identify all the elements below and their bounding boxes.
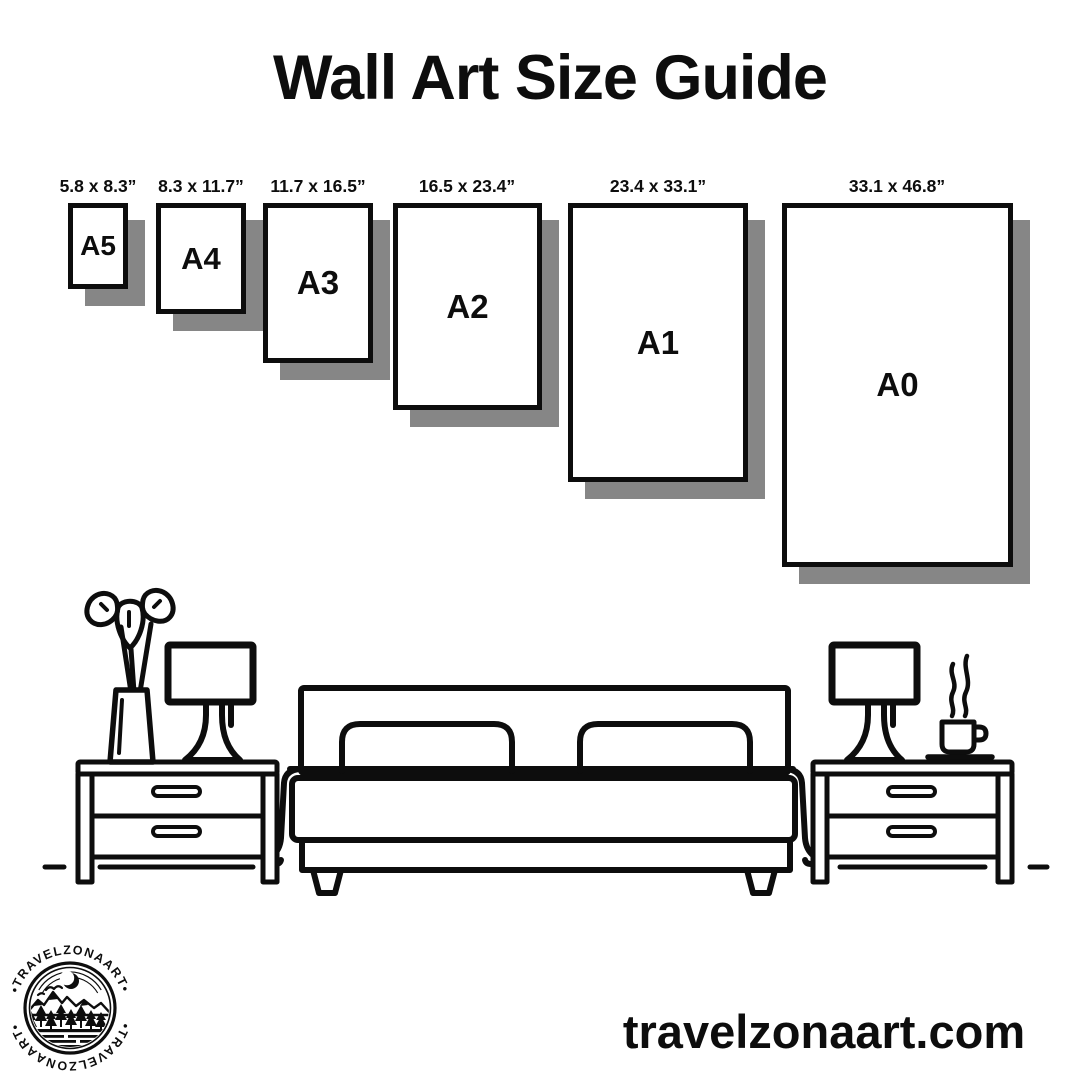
paper-code-a1: A1 (636, 323, 680, 361)
bed-leg-left (313, 870, 341, 893)
dimension-label-a1: 23.4 x 33.1” (609, 176, 707, 196)
page-title: Wall Art Size Guide (273, 43, 827, 113)
logo-arc-text-top: •TRAVELZONAART• (7, 942, 133, 995)
brand-logo-badge (0, 925, 140, 1080)
table-lamp-left-icon (168, 645, 253, 760)
mattress (292, 778, 795, 840)
pillow-left (342, 724, 512, 771)
plant-vase-icon (87, 590, 173, 762)
bed-frame (302, 840, 790, 870)
nightstand-left-icon (78, 762, 277, 882)
pillow-right (580, 724, 750, 771)
dimension-label-a3: 11.7 x 16.5” (270, 176, 366, 196)
coffee-cup-icon (928, 656, 992, 757)
paper-code-a2: A2 (446, 287, 489, 325)
paper-code-a0: A0 (876, 366, 919, 403)
paper-code-a3: A3 (296, 264, 340, 301)
double-bed-icon (270, 688, 817, 893)
dimension-label-a5: 5.8 x 8.3” (59, 176, 137, 196)
dimension-label-a0: 33.1 x 46.8” (848, 176, 946, 196)
website-url: travelzonaart.com (622, 1005, 1026, 1058)
paper-code-a5: A5 (80, 230, 116, 261)
dimension-label-a4: 8.3 x 11.7” (158, 176, 244, 196)
paper-code-a4: A4 (181, 240, 221, 276)
logo-arc-text-bottom: •TRAVELZONAART• (7, 1021, 133, 1074)
nightstand-right-icon (813, 762, 1012, 882)
bed-leg-right (747, 870, 775, 893)
table-lamp-right-icon (832, 645, 917, 760)
dimension-label-a2: 16.5 x 23.4” (418, 176, 516, 196)
